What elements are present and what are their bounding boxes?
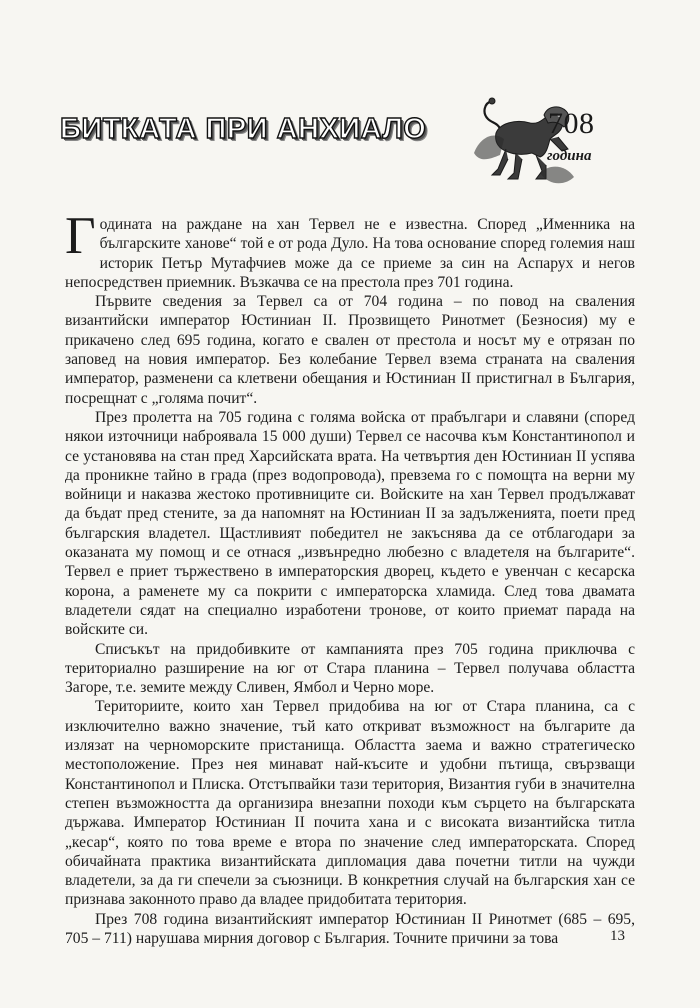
chapter-title: БИТКАТА ПРИ АНХИАЛО	[60, 113, 427, 145]
paragraph-2: Първите сведения за Тервел са от 704 година – по повод на сваления византийски император Юстиниан II. Прозвището Ринотмет (Безносия) му е прикачено след 695 година, когато е свален от престола и носът му е отрязан по заповед на новия император. Без колебание Тервел взема страната на сваления император, разменени са клетвени обещания и Юстиниан II пристигнал в България, посрещнат с „голяма почит“.	[65, 293, 635, 407]
chapter-emblem	[470, 93, 620, 191]
chapter-year-word: година	[547, 148, 592, 164]
paragraph-3: През пролетта на 705 година с голяма войска от прабългари и славяни (според някои източници наброявала 15 000 души) Тервел се насочва към Константинопол и се установява на стан пред Харсийската врата. На четвъртия ден Юстиниан II успява да проникне тайно в града (през водопровода), превзема го с помощта на верни му войници и наказва жестоко противниците си. Войските на хан Тервел продължават да бъдат пред стените, за да напомнят на Юстиниан II за задълженията, поети пред българския владетел. Щастливият победител не закъснява да се отблагодари за оказаната му помощ и се отнася „извънредно любезно с владетеля на българите“. Тервел е приет тържествено в императорския дворец, където е увенчан с кесарска корона, а раменете му са покрити с императорска хламида. След това двамата владетели сядат на специално изработени тронове, от които приемат парада на войските си.	[65, 408, 635, 639]
page-number: 13	[610, 928, 625, 944]
paragraph-5: Териториите, които хан Тервел придобива на юг от Стара планина, са с изключително важно значение, тъй като откриват възможност на българите да излязат на черноморските пристанища. Областта заема и важно стратегическо местоположение. През нея минават най-късите и удобни пътища, свързващи Константинопол и Плиска. Отстъпвайки тази територия, Византия губи в значителна степен възможността да организира внезапни походи към сърцето на българската държава. Император Юстиниан II почита хана и с високата византийска титла „кесар“, която по това време е втора по значение след императорската. Според обичайната практика византийската дипломация дава почетни титли на чужди владетели, за да ги спечели за съюзници. В конкретния случай на българския хан се признава законното право да владее придобитата територия.	[65, 698, 635, 909]
lion-emblem-icon	[470, 93, 620, 191]
drop-cap: Г	[65, 207, 96, 265]
paragraph-6: През 708 година византийският император Юстиниан II Ринотмет (685 – 695, 705 – 711) нарушава мирния договор с България. Точните причини за това	[65, 910, 635, 947]
chapter-year: 708	[548, 107, 595, 140]
paragraph-1: Годината на раждане на хан Тервел не е известна. Според „Именника на българските ханове“ той е от рода Дуло. На това основание според големия наш историк Петър Мутафчиев може да се приеме за син на Аспарух и негов непосредствен приемник. Възкачва се на престола през 701 година.	[65, 207, 635, 291]
article-body	[65, 207, 635, 948]
paragraph-4: Списъкът на придобивките от кампанията през 705 година приключва с териториално разширение на юг от Стара планина – Тервел получава областта Загоре, т.е. земите между Сливен, Ямбол и Черно море.	[65, 640, 635, 697]
